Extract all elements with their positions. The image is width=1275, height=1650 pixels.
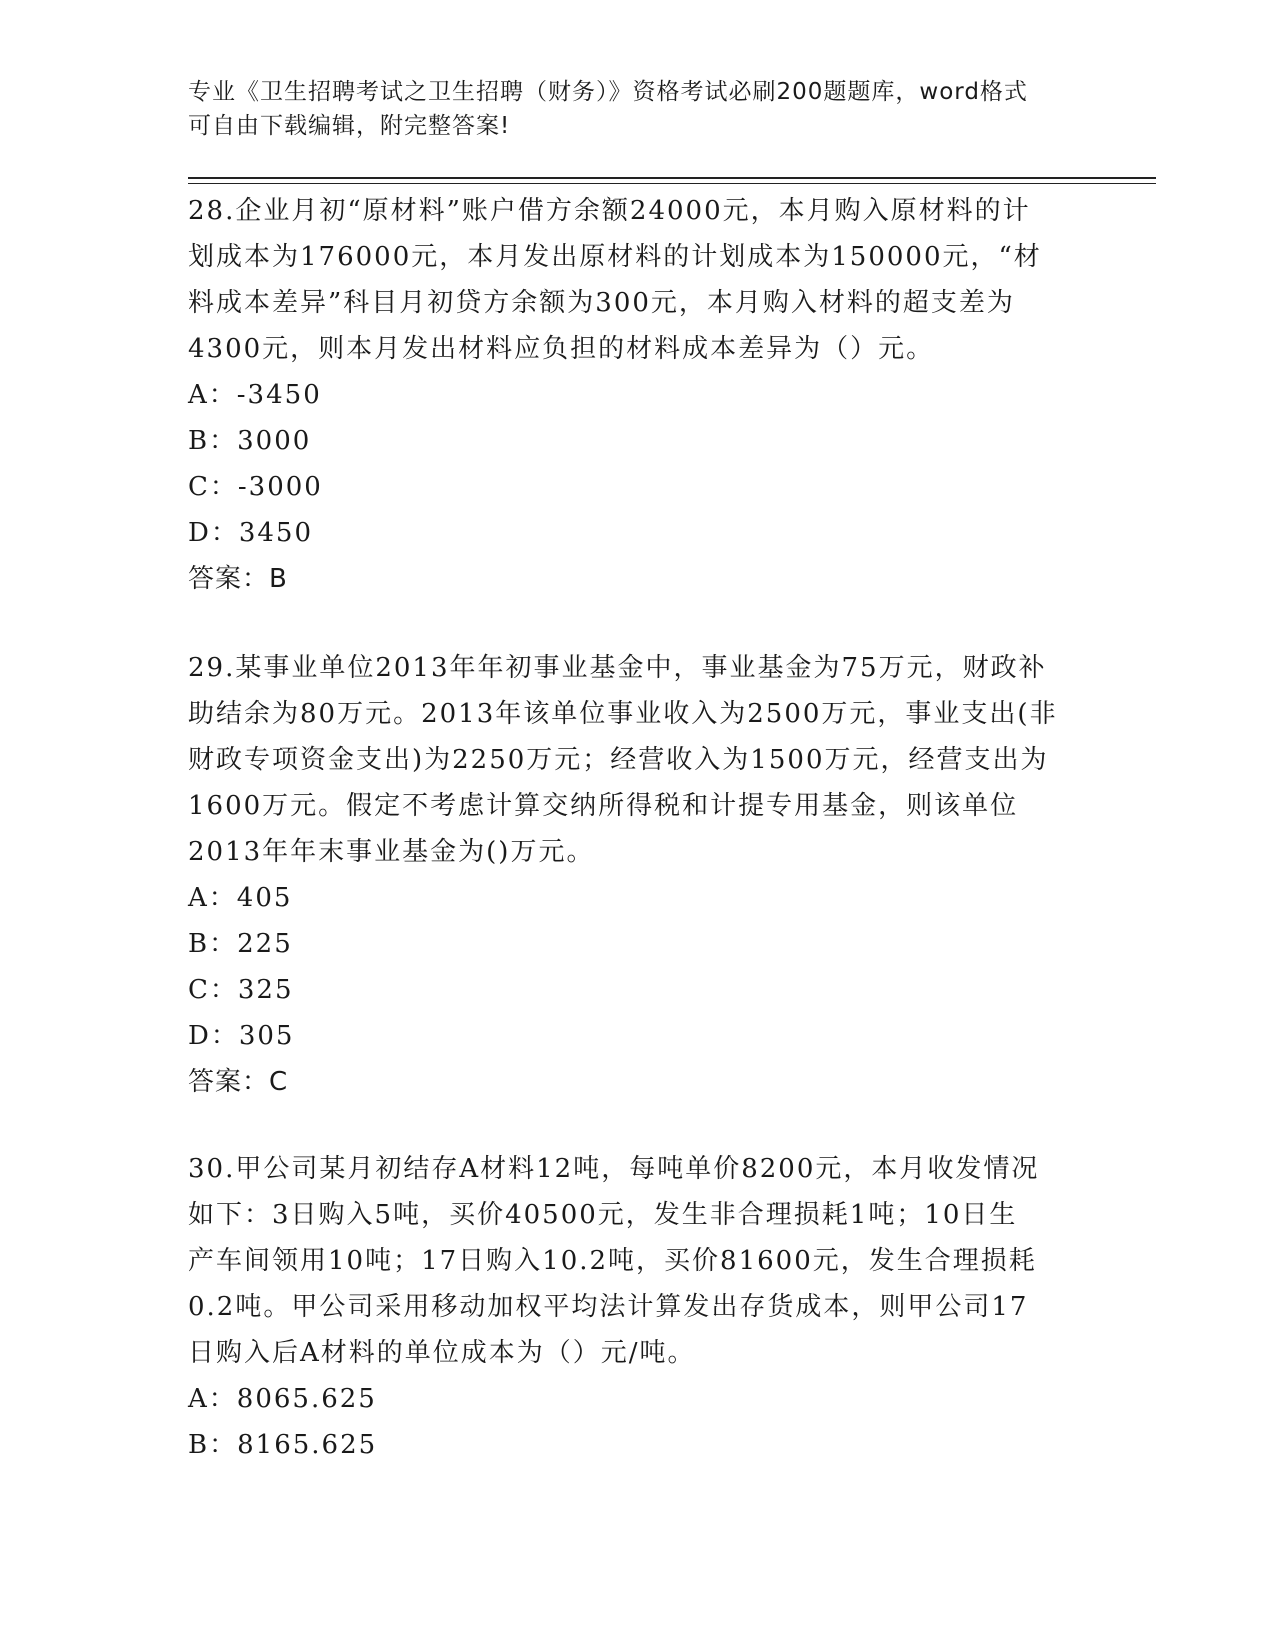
question-text-line: 2013年年末事业基金为()万元。 — [188, 837, 595, 867]
answer-line: 答案：B — [188, 564, 288, 594]
option-c: C：-3000 — [188, 472, 323, 502]
question-text-line: 如下：3日购入5吨，买价40500元，发生非合理损耗1吨；10日生 — [188, 1200, 1018, 1230]
header-line-2: 可自由下载编辑，附完整答案! — [188, 113, 511, 139]
question-text-line: 28.企业月初“原材料”账户借方余额24000元，本月购入原材料的计 — [188, 196, 1031, 226]
question-text-line: 4300元，则本月发出材料应负担的材料成本差异为（）元。 — [188, 334, 935, 364]
header-line-1: 专业《卫生招聘考试之卫生招聘（财务）》资格考试必刷200题题库，word格式 — [188, 79, 1028, 105]
option-a: A：405 — [188, 883, 293, 913]
option-c: C：325 — [188, 975, 294, 1005]
answer-line: 答案：C — [188, 1067, 289, 1097]
question-29 — [188, 645, 1088, 1105]
question-text-line: 30.甲公司某月初结存A材料12吨，每吨单价8200元，本月收发情况 — [188, 1154, 1040, 1184]
question-text-line: 产车间领用10吨；17日购入10.2吨，买价81600元，发生合理损耗 — [188, 1246, 1037, 1276]
option-b: B：225 — [188, 929, 293, 959]
question-28 — [188, 188, 1088, 602]
question-text-line: 1600万元。假定不考虑计算交纳所得税和计提专用基金，则该单位 — [188, 791, 1019, 821]
option-b: B：3000 — [188, 426, 312, 456]
question-text-line: 料成本差异”科目月初贷方余额为300元，本月购入材料的超支差为 — [188, 288, 1015, 318]
question-text-line: 29.某事业单位2013年年初事业基金中，事业基金为75万元，财政补 — [188, 653, 1047, 683]
option-b: B：8165.625 — [188, 1430, 378, 1460]
document-header — [188, 75, 1088, 143]
option-d: D：3450 — [188, 518, 314, 548]
header-divider-thick — [188, 177, 1156, 179]
question-text-line: 日购入后A材料的单位成本为（）元/吨。 — [188, 1338, 696, 1368]
option-a: A：-3450 — [188, 380, 322, 410]
question-30 — [188, 1146, 1088, 1468]
header-divider-thin — [188, 183, 1156, 184]
question-text-line: 0.2吨。甲公司采用移动加权平均法计算发出存货成本，则甲公司17 — [188, 1292, 1029, 1322]
question-text-line: 划成本为176000元，本月发出原材料的计划成本为150000元，“材 — [188, 242, 1042, 272]
question-text-line: 助结余为80万元。2013年该单位事业收入为2500万元，事业支出(非 — [188, 699, 1058, 729]
option-d: D：305 — [188, 1021, 295, 1051]
option-a: A：8065.625 — [188, 1384, 377, 1414]
question-text-line: 财政专项资金支出)为2250万元；经营收入为1500万元，经营支出为 — [188, 745, 1049, 775]
